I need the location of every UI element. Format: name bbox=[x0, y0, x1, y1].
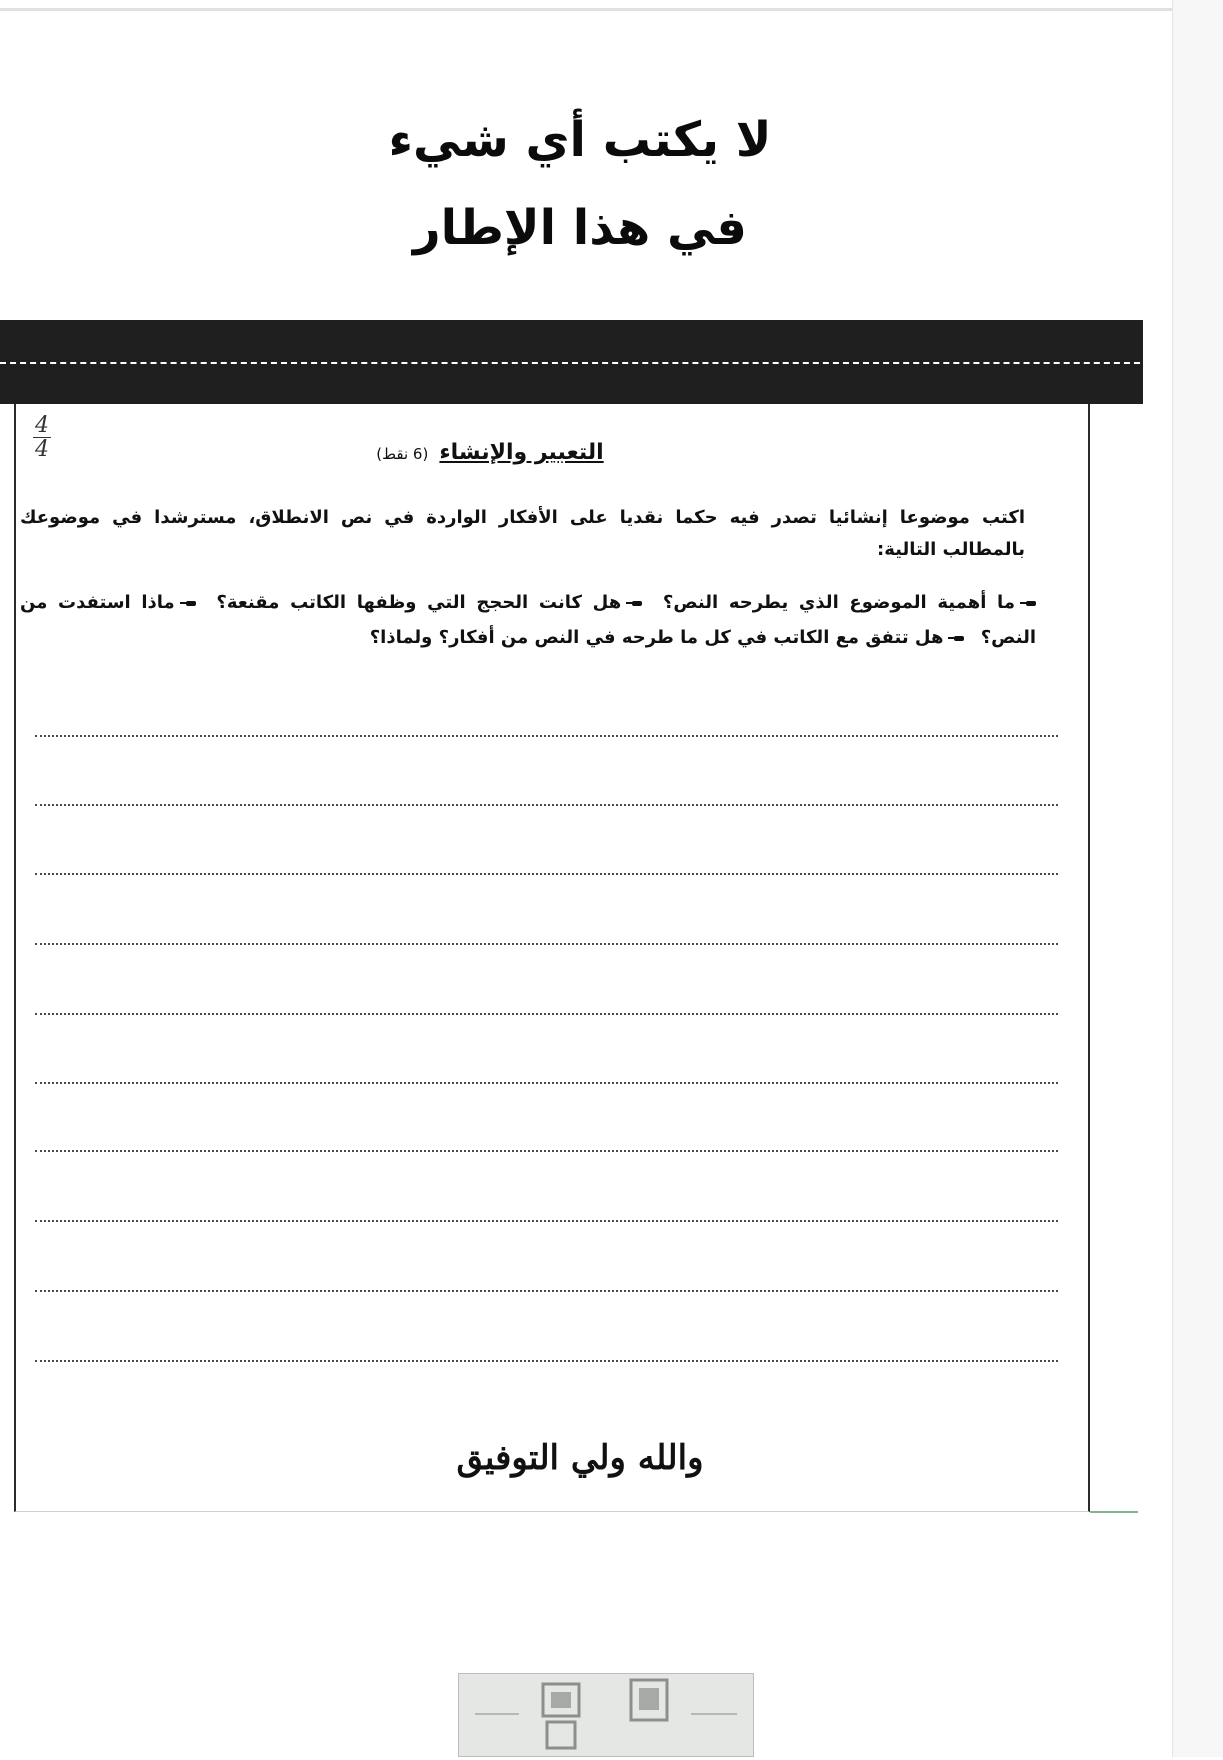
answer-line bbox=[35, 735, 1058, 737]
closing-phrase: والله ولي التوفيق bbox=[456, 1438, 704, 1478]
pointing-hand-icon bbox=[180, 599, 196, 608]
grade-denominator: 4 bbox=[35, 437, 49, 462]
stamp-graphic bbox=[459, 1674, 753, 1756]
cut-line bbox=[0, 362, 1150, 364]
pointing-hand-icon bbox=[948, 634, 964, 643]
question-item bbox=[663, 592, 1036, 613]
question-text: ما أهمية الموضوع الذي يطرحه النص؟ bbox=[662, 592, 1015, 613]
do-not-write-notice-line-1: لا يكتب أي شيء bbox=[388, 112, 772, 168]
guiding-questions bbox=[20, 585, 1036, 655]
pointing-hand-icon bbox=[626, 599, 642, 608]
question-item bbox=[216, 592, 642, 613]
answer-line bbox=[35, 804, 1058, 806]
top-scan-edge bbox=[0, 8, 1172, 11]
question-text: هل تتفق مع الكاتب في كل ما طرحه في النص من أفكار؟ ولماذا؟ bbox=[369, 627, 944, 648]
answer-line bbox=[35, 1220, 1058, 1222]
answer-line bbox=[35, 1290, 1058, 1292]
essay-prompt: اكتب موضوعا إنشائيا تصدر فيه حكما نقديا على الأفكار الواردة في نص الانطلاق، مسترشدا في موضوعك بالمطالب التالية: bbox=[20, 507, 1025, 560]
question-text: ماذا استفدت من النص؟ bbox=[20, 592, 1036, 648]
answer-line bbox=[35, 1150, 1058, 1152]
question-text: هل كانت الحجج التي وظفها الكاتب مقنعة؟ bbox=[216, 592, 622, 613]
answer-frame bbox=[14, 404, 1090, 1512]
stamp-image bbox=[458, 1673, 754, 1757]
answer-line bbox=[35, 1082, 1058, 1084]
section-heading bbox=[300, 440, 680, 465]
section-points: (6 نقط) bbox=[376, 445, 429, 463]
do-not-write-notice-line-2: في هذا الإطار bbox=[413, 200, 747, 256]
adjacent-page-edge bbox=[1172, 0, 1223, 1757]
pointing-hand-icon bbox=[1020, 599, 1036, 608]
handwritten-grade bbox=[28, 415, 56, 460]
answer-line bbox=[35, 1360, 1058, 1362]
margin-mark bbox=[1090, 1511, 1138, 1513]
answer-line bbox=[35, 1013, 1058, 1015]
grade-numerator: 4 bbox=[35, 413, 49, 438]
question-item bbox=[370, 627, 965, 648]
section-title: التعبير والإنشاء bbox=[439, 440, 604, 465]
answer-line bbox=[35, 943, 1058, 945]
answer-line bbox=[35, 873, 1058, 875]
